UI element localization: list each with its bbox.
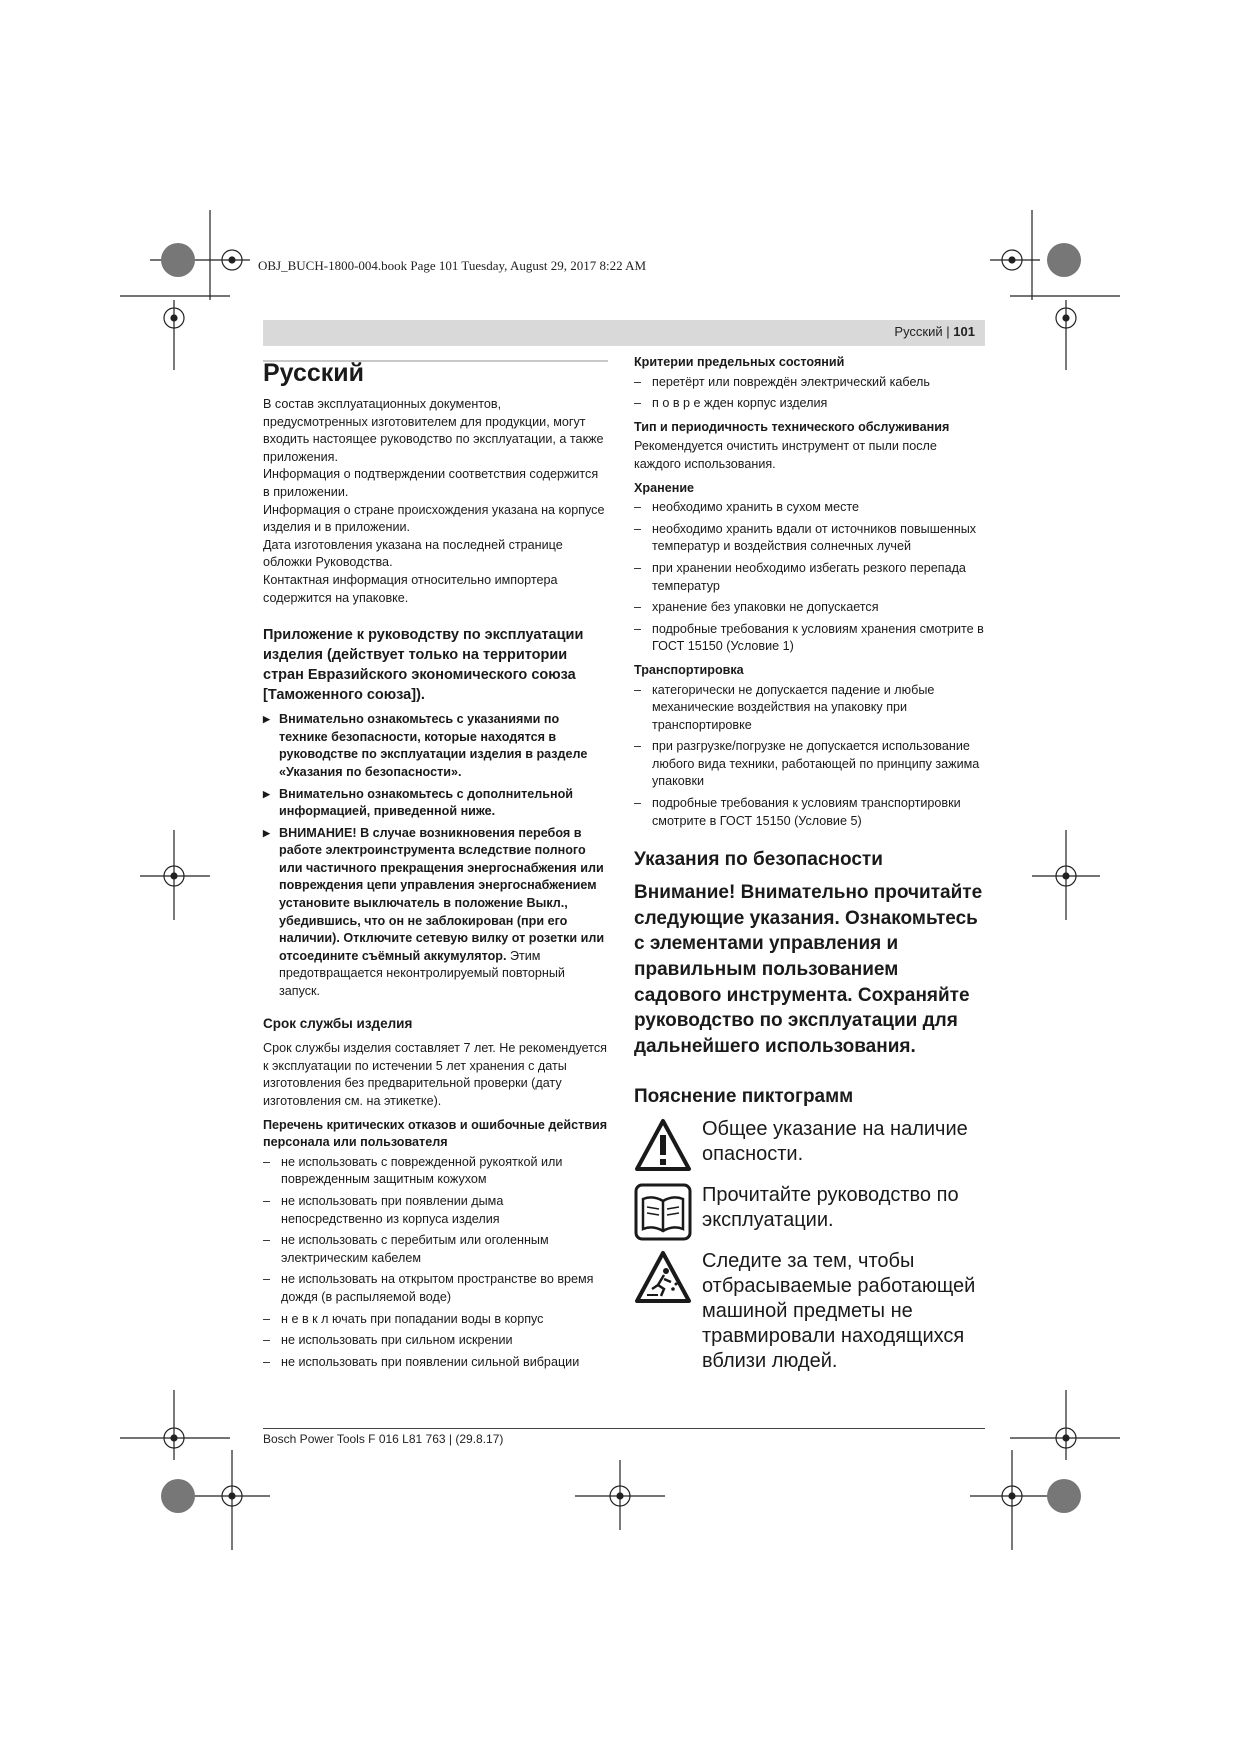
pictogram-text: Прочитайте руководство по эксплуатации. [702, 1184, 959, 1232]
header-separator: | [946, 324, 950, 339]
footer-rule [263, 1428, 985, 1429]
footer-text: Bosch Power Tools F 016 L81 763 | (29.8.17) [263, 1432, 504, 1446]
list-item: – подробные требования к условиям транспортировки смотрите в ГОСТ 15150 (Условие 5) [634, 795, 986, 830]
list-item: – подробные требования к условиям хранения смотрите в ГОСТ 15150 (Условие 1) [634, 621, 986, 656]
list-item: – хранение без упаковки не допускается [634, 599, 986, 617]
left-column [263, 352, 608, 1375]
appendix-bullets [263, 711, 608, 1001]
storage-list [634, 499, 986, 656]
list-item: – п о в р е жден корпус изделия [634, 395, 986, 413]
list-item: – необходимо хранить в сухом месте [634, 499, 986, 517]
header-section: Русский [894, 324, 943, 339]
failures-list [263, 1154, 608, 1372]
service-life-heading: Срок службы изделия [263, 1015, 413, 1031]
intro-paragraph: Дата изготовления указана на последней странице обложки Руководства. [263, 537, 563, 570]
list-item: – не использовать с поврежденной рукояткой или поврежденным защитным кожухом [263, 1154, 608, 1189]
transport-list [634, 682, 986, 831]
list-item: – при разгрузке/погрузке не допускается использование любого вида техники, работающей по принципу зажима упаковки [634, 738, 986, 791]
intro-paragraph: Информация о стране происхождения указана на корпусе изделия и в приложении. [263, 502, 605, 535]
list-item: – не использовать при появлении дыма непосредственно из корпуса изделия [263, 1193, 608, 1228]
bullet-normal: Этим предотвращается неконтролируемый повторный запуск. [279, 948, 565, 999]
transport-heading: Транспортировка [634, 662, 744, 677]
intro-paragraph: Информация о подтверждении соответствия содержится в приложении. [263, 467, 599, 499]
maintenance-heading: Тип и периодичность технического обслуживания [634, 419, 950, 434]
intro-paragraph: Контактная информация относительно импортера содержится на упаковке. [263, 572, 558, 605]
storage-heading: Хранение [634, 480, 695, 495]
page-header-text [894, 324, 975, 339]
page-title: Русский [263, 359, 365, 387]
list-item: – необходимо хранить вдали от источников повышенных температур и воздействия солнечных лучей [634, 521, 986, 556]
safety-warning: Внимание! Внимательно прочитайте следующие указания. Ознакомьтесь с элементами управления и правильным пользованием садового инструмента. Сохраняйте руководство по эксплуатации для дальнейшего использования. [634, 882, 983, 1057]
list-item: – перетёрт или повреждён электрический кабель [634, 374, 986, 392]
bullet-item [263, 711, 608, 781]
limits-heading: Критерии предельных состояний [634, 355, 845, 369]
list-item: – не использовать с перебитым или оголенным электрическим кабелем [263, 1232, 608, 1267]
manual-book-icon [634, 1183, 692, 1241]
limits-list [634, 374, 986, 413]
page-number: 101 [953, 324, 975, 339]
list-item: – категорически не допускается падение и любые механические воздействия на упаковку при транспортировке [634, 682, 986, 735]
bullet-bold: Внимательно ознакомьтесь с дополнительной информацией, приведенной ниже. [279, 786, 574, 819]
appendix-heading: Приложение к руководству по эксплуатации изделия (действует только на территории стран Евразийского экономического союза [Таможенного союза]). [263, 627, 584, 704]
list-item: – не использовать при появлении сильной вибрации [263, 1354, 608, 1372]
pictogram-row [634, 1183, 986, 1233]
service-life-text: Срок службы изделия составляет 7 лет. Не рекомендуется к эксплуатации по истечении 5 лет хранения с даты изготовления без предварительной проверки (дату изготовления см. на этикетке). [263, 1041, 608, 1108]
list-item: – при хранении необходимо избегать резкого перепада температур [634, 560, 986, 595]
list-item: – не использовать на открытом пространстве во время дождя (в распыляемой воде) [263, 1271, 608, 1306]
intro-paragraph: В состав эксплуатационных документов, предусмотренных изготовителем для продукции, могут входить настоящее руководство по эксплуатации, а также приложения. [263, 397, 604, 464]
page-header-bar [263, 320, 985, 346]
bullet-bold: Внимательно ознакомьтесь с указаниями по технике безопасности, которые находятся в руководстве по эксплуатации изделия в разделе «Указания по безопасности». [279, 712, 588, 779]
safety-heading: Указания по безопасности [634, 849, 883, 871]
pictogram-row [634, 1117, 986, 1167]
pictogram-text: Следите за тем, чтобы отбрасываемые работающей машиной предметы не травмировали находящихся вблизи людей. [702, 1250, 976, 1373]
right-column [634, 354, 986, 1374]
list-item: – н е в к л ючать при попадании воды в корпус [263, 1311, 608, 1329]
flying-debris-icon [634, 1249, 692, 1307]
printer-info-line: OBJ_BUCH-1800-004.book Page 101 Tuesday, August 29, 2017 8:22 AM [258, 258, 647, 273]
failures-heading: Перечень критических отказов и ошибочные действия персонала или пользователя [263, 1117, 608, 1150]
bullet-bold: ВНИМАНИЕ! В случае возникновения перебоя в работе электроинструмента вследствие полного или частичного прекращения энергоснабжения или повреждения цепи управления энергоснабжением установите выключатель в положение Выкл., убедившись, что он не заблокирован (при его наличии). Отключите сетевую вилку от розетки или отсоедините съёмный аккумулятор. [279, 825, 605, 963]
pictogram-text: Общее указание на наличие опасности. [702, 1118, 968, 1166]
pictograms-heading: Пояснение пиктограмм [634, 1086, 854, 1108]
pictogram-row [634, 1249, 986, 1374]
warning-triangle-icon [634, 1117, 692, 1175]
list-item: – не использовать при сильном искрении [263, 1332, 608, 1350]
maintenance-text: Рекомендуется очистить инструмент от пыли после каждого использования. [634, 439, 937, 471]
bullet-item [263, 825, 608, 1001]
bullet-item [263, 786, 608, 821]
